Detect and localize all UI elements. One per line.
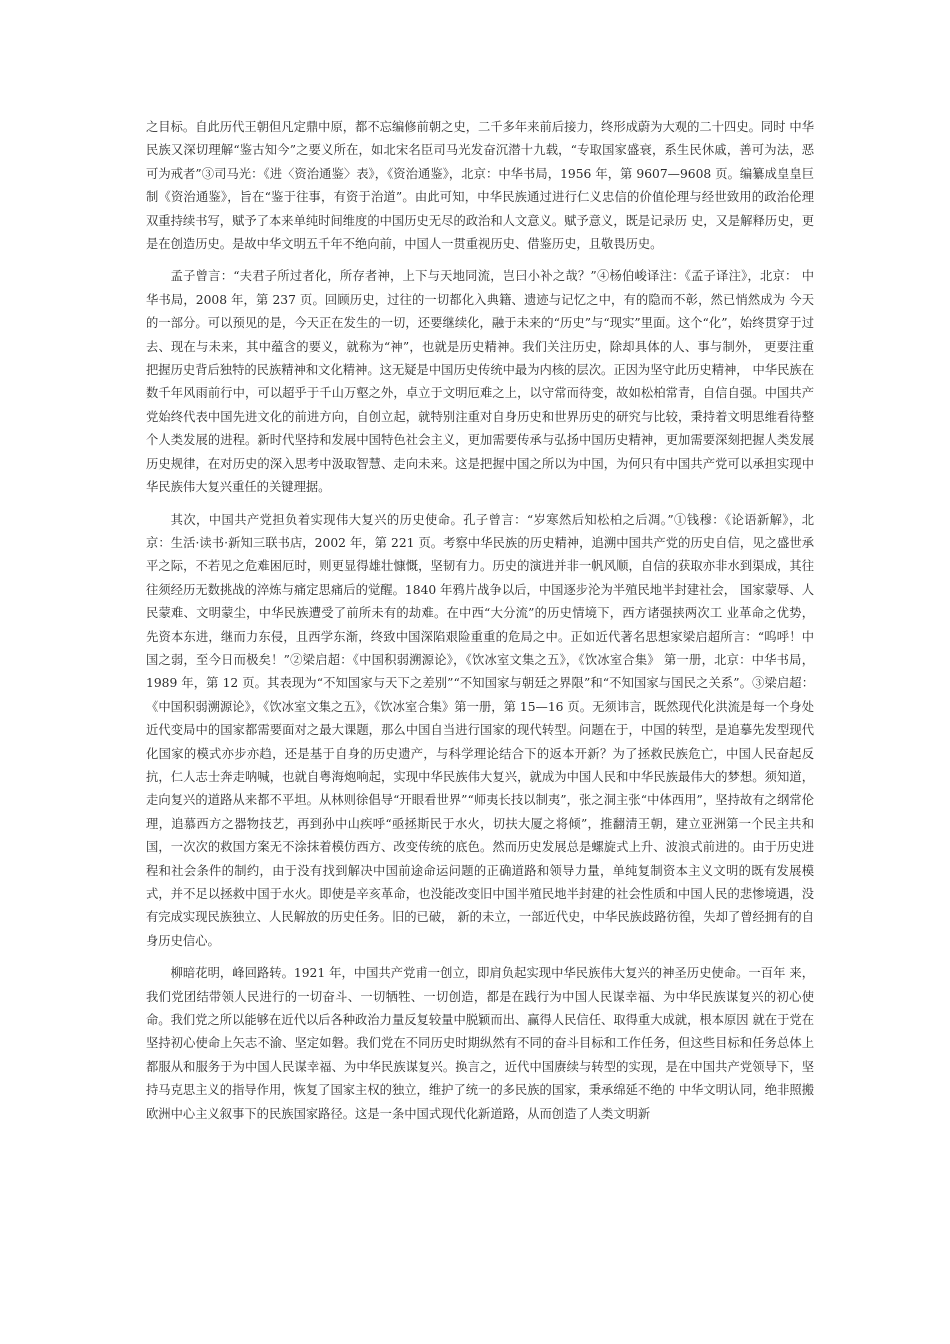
paragraph-4: 柳暗花明，峰回路转。1921 年，中国共产党甫一创立，即肩负起实现中华民族伟大复兴的神圣历史使命。一百年 来，我们党团结带领人民进行的一切奋斗、一切牺牲、一切创造，都是在践行为中国人民谋幸福、为中华民族谋复兴的初心使命。我们党之所以能够在近代以后各种政治力量反复较量中脱颖而出、赢得人民信任、取得重大成就，根本原因 就在于党在坚持初心使命上矢志不渝、坚定如磐。我们党在不同历史时期纵然有不同的奋斗目标和工作任务，但这些目标和任务总体上都服从和服务于为中国人民谋幸福、为中华民族谋复兴。换言之，近代中国赓续与转型的实现，是在中国共产党领导下，坚持马克思主义的指导作用，恢复了国家主权的独立，维护了统一的多民族的国家，秉承绵延不绝的 中华文明认同，绝非照搬欧洲中心主义叙事下的民族国家路径。这是一条中国式现代化新道路，从而创造了人类文明新 [146,966,814,1121]
paragraph-1: 之目标。自此历代王朝但凡定鼎中原，都不忘编修前朝之史，二千多年来前后接力，终形成蔚为大观的二十四史。同时 中华民族又深切理解“鉴古知今”之要义所在，如北宋名臣司马光发奋沉潜十九载，“专取国家盛衰，系生民休戚，善可为法，恶可为戒者”③司马光：《进〈资治通鉴〉表》，《资治通鉴》，北京：中华书局，1956 年，第 9607—9608 页。编纂成皇皇巨制《资治通鉴》，旨在“鉴于往事，有资于治道”。由此可知，中华民族通过进行仁义忠信的价值伦理与经世致用的政治伦理双重持续书写，赋予了本来单纯时间维度的中国历史无尽的政治和人文意义。赋予意义，既是记录历 史，又是解释历史，更是在创造历史。是故中华文明五千年不绝向前，中国人一贯重视历史、借鉴历史，且敬畏历史。 [146,120,814,252]
paragraph-2: 孟子曾言：“夫君子所过者化，所存者神，上下与天地同流，岂曰小补之哉？”④杨伯峻译注：《孟子译注》，北京： 中华书局，2008 年，第 237 页。回顾历史，过往的一切都化入典籍、遗迹与记忆之中，有的隐而不彰，然已悄然成为 今天的一部分。可以预见的是，今天正在发生的一切，还要继续化，融于未来的“历史”与“现实”里面。这个“化”，始终贯穿于过去、现在与未来，其中蕴含的要义，就称为“神”，也就是历史精神。我们关注历史，除却具体的人、事与制外， 更要注重把握历史背后独特的民族精神和文化精神。这无疑是中国历史传统中最为内核的层次。正因为坚守此历史精神， 中华民族在数千年风雨前行中，可以超乎于千山万壑之外，卓立于文明厄难之上，以守常而待变，故如松柏常青，自信自强。中国共产党始终代表中国先进文化的前进方向，自创立起，就特别注重对自身历史和世界历史的研究与比较，秉持着文明思维看待整个人类发展的进程。新时代坚持和发展中国特色社会主义，更加需要传承与弘扬中国历史精神，更加需要深刻把握人类发展历史规律，在对历史的深入思考中汲取智慧、走向未来。这是把握中国之所以为中国，为何只有中国共产党可以承担实现中华民族伟大复兴重任的关键理据。 [146,269,814,495]
paragraph-3: 其次，中国共产党担负着实现伟大复兴的历史使命。孔子曾言：“岁寒然后知松柏之后凋。”①钱穆：《论语新解》，北京：生活·读书·新知三联书店，2002 年，第 221 页。考察中华民族的历史精神，追溯中国共产党的历史自信，见之盛世承平之际，不若见之危难困厄时，则更显得雄壮慷慨，坚韧有力。历史的演进并非一帆风顺，自信的获取亦非水到渠成，其往往须经历无数挑战的淬炼与痛定思痛后的觉醒。1840 年鸦片战争以后，中国逐步沦为半殖民地半封建社会， 国家蒙辱、人民蒙难、文明蒙尘，中华民族遭受了前所未有的劫难。在中西“大分流”的历史情境下，西方诸强挟两次工 业革命之优势，先资本东进，继而力东侵，且西学东渐，终致中国深陷艰险重重的危局之中。正如近代著名思想家梁启超所言：“呜呼！中国之弱，至今日而极矣！”②梁启超：《中国积弱溯源论》，《饮冰室文集之五》，《饮冰室合集》 第一册，北京：中华书局，1989 年，第 12 页。其表现为“不知国家与天下之差别”“不知国家与朝廷之界限”和“不知国家与国民之关系”。③梁启超：《中国积弱溯源论》，《饮冰室文集之五》，《饮冰室合集》第一册，第 15—16 页。无须讳言，既然现代化洪流是每一个身处近代变局中的国家都需要面对之最大课题，那么中国自当进行国家的现代转型。问题在于，中国的转型，是追摹先发型现代化国家的模式亦步亦趋，还是基于自身的历史遗产，与科学理论结合下的返本开新？为了拯救民族危亡，中国人民奋起反抗，仁人志士奔走呐喊，也就自粤海炮响起，实现中华民族伟大复兴，就成为中国人民和中华民族最伟大的梦想。须知道，走向复兴的道路从来都不平坦。从林则徐倡导“开眼看世界”“师夷长技以制夷”，张之洞主张“中体西用”，坚持故有之纲常伦理，追慕西方之器物技艺，再到孙中山疾呼“亟拯斯民于水火，切扶大厦之将倾”，推翻清王朝，建立亚洲第一个民主共和国，一次次的救国方案无不涂抹着模仿西方、改变传统的底色。然而历史发展总是螺旋式上升、波浪式前进的。由于历史进程和社会条件的制约，由于没有找到解决中国前途命运问题的正确道路和领导力量，单纯复制资本主义文明的既有发展模式，并不足以拯救中国于水火。即使是辛亥革命，也没能改变旧中国半殖民地半封建的社会性质和中国人民的悲惨境遇，没有完成实现民族独立、人民解放的历史任务。旧的已破， 新的未立，一部近代史，中华民族歧路彷徨，失却了曾经拥有的自身历史信心。 [146,512,814,948]
document-body [146,116,814,1135]
